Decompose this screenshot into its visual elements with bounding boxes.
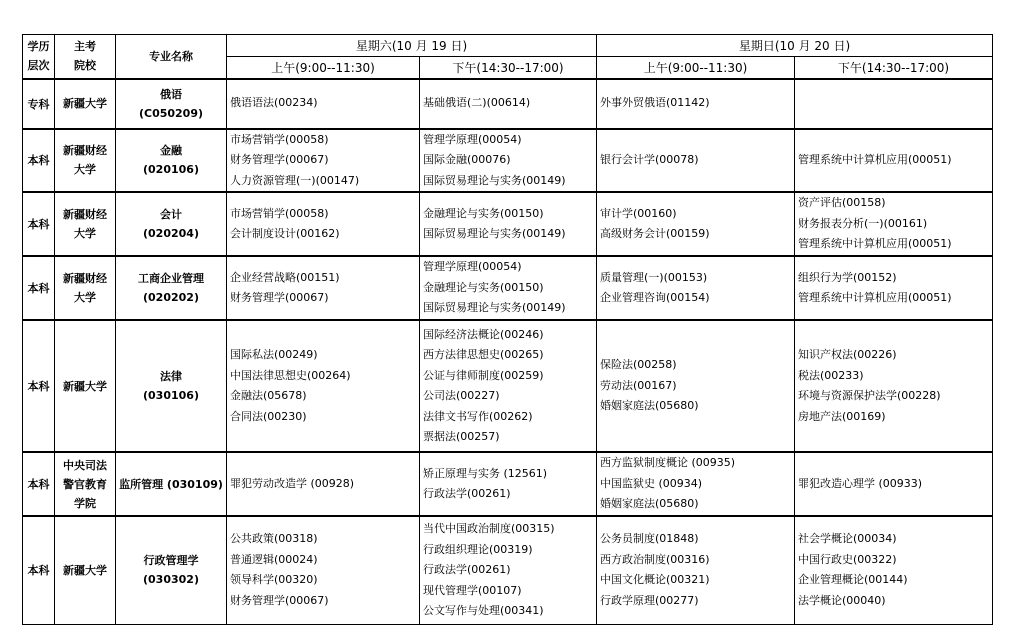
subjects-sat-pm (420, 256, 597, 320)
exam-schedule-table (22, 34, 993, 625)
subjects-sun-pm (795, 256, 993, 320)
subject-item: 国际私法(00249) (230, 348, 318, 361)
subject-item: 现代管理学(00107) (423, 583, 522, 597)
school-cell (55, 256, 116, 320)
subject-item: 领导科学(00320) (230, 573, 318, 587)
major-line: 监所管理 (030109) (119, 477, 223, 491)
subject-item: 管理学原理(00054) (423, 260, 522, 274)
header-day-saturday: 星期六(10 月 19 日) (227, 35, 597, 57)
level-cell: 本科 (23, 256, 55, 320)
level-cell: 本科 (23, 320, 55, 452)
table-row (23, 320, 993, 452)
subjects-sat-am (227, 129, 420, 193)
major-cell (116, 129, 227, 193)
school-name-line: 新疆财经 (63, 272, 107, 285)
subject-item: 房地产法(00169) (798, 409, 886, 423)
subject-item: 中国监狱史 (00934) (600, 476, 703, 490)
major-line: (030106) (143, 389, 199, 402)
subject-item: 高级财务会计(00159) (600, 227, 710, 240)
subject-item: 劳动法(00167) (600, 378, 677, 392)
school-cell (55, 192, 116, 256)
subject-item: 行政法学(00261) (423, 563, 511, 576)
school-name-line: 新疆大学 (63, 379, 107, 393)
major-cell (116, 320, 227, 452)
school-cell (55, 452, 116, 516)
subject-item: 金融理论与实务(00150) (423, 280, 544, 294)
subject-item: 管理系统中计算机应用(00051) (798, 153, 952, 166)
subject-item: 社会学概论(00034) (798, 532, 897, 546)
subject-item: 财务报表分析(一)(00161) (798, 216, 928, 230)
table-row (23, 516, 993, 624)
major-line: (020204) (143, 227, 199, 240)
subject-item: 当代中国政治制度(00315) (423, 522, 555, 535)
school-name-line: 新疆大学 (63, 97, 107, 110)
major-cell (116, 79, 227, 129)
subject-item: 法学概论(00040) (798, 593, 886, 607)
major-line: 行政管理学 (143, 554, 199, 568)
subject-item: 资产评估(00158) (798, 196, 886, 210)
subject-item: 公证与律师制度(00259) (423, 368, 544, 382)
subject-item: 罪犯改造心理学 (00933) (798, 476, 923, 490)
subject-item: 管理系统中计算机应用(00051) (798, 291, 952, 304)
subject-item: 国际贸易理论与实务(00149) (423, 301, 566, 315)
subject-item: 普通逻辑(00024) (230, 552, 318, 566)
table-row (23, 256, 993, 320)
subject-item: 西方法律思想史(00265) (423, 348, 544, 361)
subject-item: 法律文书写作(00262) (423, 409, 533, 423)
subjects-sun-pm (795, 516, 993, 624)
subject-item: 行政组织理论(00319) (423, 542, 533, 556)
school-cell (55, 129, 116, 193)
subject-item: 金融理论与实务(00150) (423, 206, 544, 220)
major-line: 工商企业管理 (138, 272, 204, 285)
subject-item: 财务管理学(00067) (230, 153, 329, 166)
level-cell: 本科 (23, 516, 55, 624)
subjects-sat-pm (420, 516, 597, 624)
major-line: 法律 (160, 370, 182, 383)
subject-item: 知识产权法(00226) (798, 348, 897, 361)
subject-item: 矫正原理与实务 (12561) (423, 466, 548, 480)
subjects-sat-am (227, 320, 420, 452)
school-name-line: 大学 (74, 227, 96, 240)
subject-item: 罪犯劳动改造学 (00928) (230, 476, 355, 490)
subject-item: 中国法律思想史(00264) (230, 368, 351, 382)
subjects-sat-pm (420, 79, 597, 129)
header-school: 主考 院校 (55, 35, 116, 79)
subjects-sat-am (227, 79, 420, 129)
subjects-sun-am (597, 256, 795, 320)
subjects-sun-am (597, 79, 795, 129)
subjects-sun-pm (795, 452, 993, 516)
subject-item: 婚姻家庭法(05680) (600, 399, 699, 413)
major-line: (020202) (143, 291, 199, 304)
level-cell: 本科 (23, 452, 55, 516)
subject-item: 行政学原理(00277) (600, 593, 699, 607)
subject-item: 国际贸易理论与实务(00149) (423, 227, 566, 240)
subjects-sun-pm (795, 129, 993, 193)
subject-item: 中国文化概论(00321) (600, 573, 710, 587)
school-name-line: 大学 (74, 291, 96, 304)
subjects-sun-pm (795, 192, 993, 256)
subject-item: 管理学原理(00054) (423, 132, 522, 146)
major-cell (116, 192, 227, 256)
subject-item: 基础俄语(二)(00614) (423, 96, 531, 110)
school-cell (55, 79, 116, 129)
subject-item: 合同法(00230) (230, 409, 307, 423)
level-cell: 本科 (23, 192, 55, 256)
header-day-sunday: 星期日(10 月 20 日) (597, 35, 993, 57)
major-line: 金融 (160, 144, 182, 158)
subjects-sat-am (227, 256, 420, 320)
subject-item: 人力资源管理(一)(00147) (230, 173, 360, 187)
subject-item: 中国行政史(00322) (798, 552, 897, 566)
subject-item: 婚姻家庭法(05680) (600, 497, 699, 511)
major-line: 俄语 (160, 87, 182, 101)
subjects-sat-am (227, 452, 420, 516)
subject-item: 公文写作与处理(00341) (423, 604, 544, 617)
table-row (23, 192, 993, 256)
subject-item: 财务管理学(00067) (230, 593, 329, 607)
subject-item: 市场营销学(00058) (230, 132, 329, 146)
subjects-sat-am (227, 192, 420, 256)
subject-item: 俄语语法(00234) (230, 96, 318, 110)
school-name-line: 新疆财经 (63, 144, 107, 158)
level-cell: 专科 (23, 79, 55, 129)
subjects-sun-am (597, 129, 795, 193)
subject-item: 西方监狱制度概论 (00935) (600, 456, 736, 470)
subjects-sun-am (597, 516, 795, 624)
header-level: 学历 层次 (23, 35, 55, 79)
subjects-sat-pm (420, 192, 597, 256)
table-row (23, 452, 993, 516)
header-major: 专业名称 (116, 35, 227, 79)
header-sat-pm: 下午(14:30--17:00) (420, 57, 597, 79)
subject-item: 企业管理咨询(00154) (600, 291, 710, 304)
subject-item: 会计制度设计(00162) (230, 227, 340, 240)
major-line: 会计 (160, 208, 182, 221)
school-name-line: 学院 (74, 496, 96, 510)
subject-item: 环境与资源保护法学(00228) (798, 389, 941, 402)
subject-item: 国际贸易理论与实务(00149) (423, 173, 566, 187)
school-cell (55, 320, 116, 452)
level-cell: 本科 (23, 129, 55, 193)
subject-item: 金融法(05678) (230, 389, 307, 402)
major-line: (C050209) (138, 106, 204, 120)
header-sat-am: 上午(9:00--11:30) (227, 57, 420, 79)
major-cell (116, 452, 227, 516)
subjects-sat-pm (420, 320, 597, 452)
major-line: (030302) (143, 573, 199, 587)
subject-item: 公共政策(00318) (230, 532, 318, 546)
subject-item: 公务员制度(01848) (600, 532, 699, 546)
subjects-sun-am (597, 452, 795, 516)
subject-item: 管理系统中计算机应用(00051) (798, 237, 952, 251)
school-name-line: 新疆大学 (63, 563, 107, 577)
major-cell (116, 256, 227, 320)
header-sun-am: 上午(9:00--11:30) (597, 57, 795, 79)
subjects-sat-pm (420, 129, 597, 193)
subjects-sat-pm (420, 452, 597, 516)
subject-item: 银行会计学(00078) (600, 153, 699, 166)
subjects-sun-pm (795, 320, 993, 452)
subject-item: 组织行为学(00152) (798, 270, 897, 284)
major-line: (020106) (143, 163, 199, 177)
subject-item: 企业管理概论(00144) (798, 573, 908, 587)
subject-item: 市场营销学(00058) (230, 206, 329, 220)
table-row (23, 129, 993, 193)
subject-item: 西方政治制度(00316) (600, 552, 710, 566)
school-cell (55, 516, 116, 624)
subject-item: 企业经营战略(00151) (230, 270, 340, 284)
subject-item: 国际经济法概论(00246) (423, 327, 544, 341)
subjects-sun-am (597, 320, 795, 452)
table-row (23, 79, 993, 129)
school-name-line: 警官教育 (63, 477, 107, 491)
subject-item: 外事外贸俄语(01142) (600, 96, 710, 110)
subject-item: 质量管理(一)(00153) (600, 270, 708, 284)
school-name-line: 大学 (74, 163, 96, 177)
subjects-sat-am (227, 516, 420, 624)
subjects-sun-am (597, 192, 795, 256)
subject-item: 行政法学(00261) (423, 487, 511, 500)
subject-item: 保险法(00258) (600, 358, 677, 372)
subjects-sun-pm (795, 79, 993, 129)
school-name-line: 中央司法 (63, 458, 107, 472)
major-cell (116, 516, 227, 624)
subject-item: 票据法(00257) (423, 430, 500, 443)
header-sun-pm: 下午(14:30--17:00) (795, 57, 993, 79)
schedule-body (23, 79, 993, 625)
subject-item: 审计学(00160) (600, 206, 677, 220)
subject-item: 公司法(00227) (423, 389, 500, 402)
subject-item: 财务管理学(00067) (230, 291, 329, 304)
school-name-line: 新疆财经 (63, 208, 107, 221)
subject-item: 国际金融(00076) (423, 153, 511, 166)
subject-item: 税法(00233) (798, 368, 864, 382)
